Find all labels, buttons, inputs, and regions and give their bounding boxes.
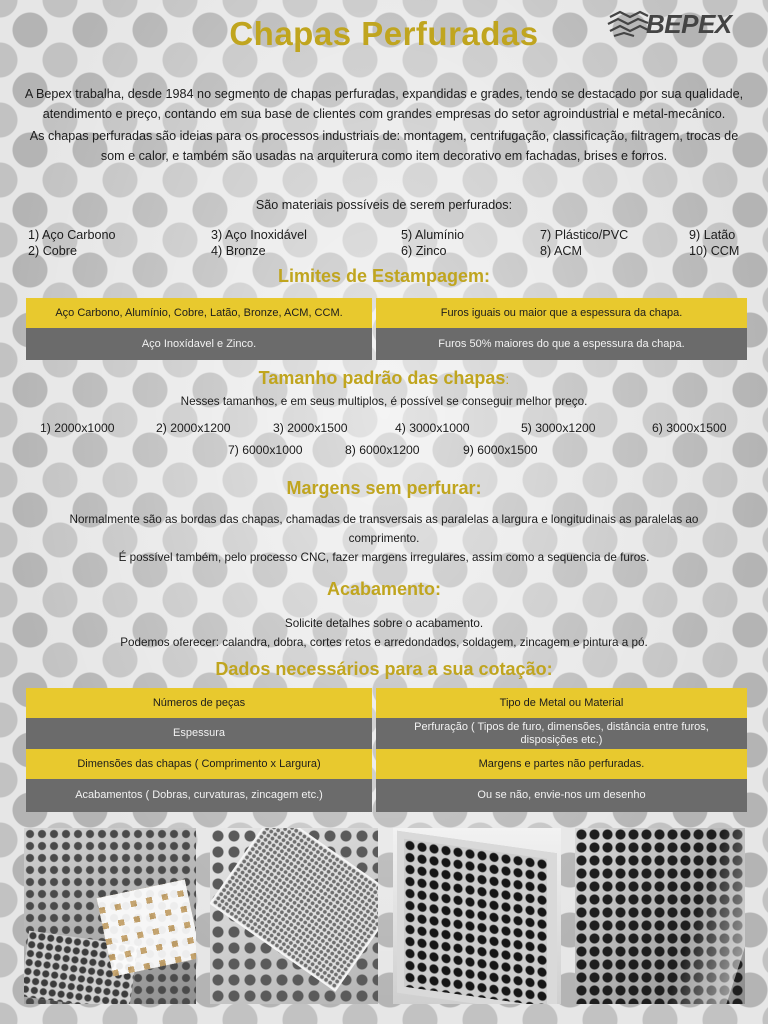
size-item: 5) 3000x1200 (521, 421, 596, 435)
size-item: 7) 6000x1000 (228, 443, 303, 457)
intro-text (20, 84, 748, 166)
material-item: 4) Bronze (211, 244, 266, 258)
margins-heading: Margens sem perfurar: (286, 478, 482, 498)
limits-rule-cell: Furos 50% maiores do que a espessura da chapa. (376, 328, 747, 360)
material-item: 2) Cobre (28, 244, 77, 258)
quote-cell: Espessura (26, 718, 372, 749)
product-photo-perforated-closeup (575, 828, 745, 1004)
size-item: 8) 6000x1200 (345, 443, 420, 457)
photo-sheet-shape (212, 828, 378, 989)
material-item: 9) Latão (689, 228, 736, 242)
sizes-subtitle: Nesses tamanhos, e em seus multiplos, é possível se conseguir melhor preço. (180, 395, 588, 408)
sizes-heading-text: Tamanho padrão das chapas (258, 368, 506, 388)
finish-description: Podemos oferecer: calandra, dobra, cortes retos e arredondados, soldagem, zincagem e pintura a pó. (120, 636, 648, 649)
limits-material-cell: Aço Carbono, Alumínio, Cobre, Latão, Bronze, ACM, CCM. (26, 298, 372, 328)
bepex-logo (606, 6, 754, 42)
quote-cell: Acabamentos ( Dobras, curvaturas, zincagem etc.) (26, 779, 372, 812)
margins-description: É possível também, pelo processo CNC, fazer margens irregulares, assim como a sequencia de furos. (118, 551, 650, 564)
photo-frame-shape (397, 831, 557, 1004)
materials-column (689, 227, 739, 259)
finish-heading: Acabamento: (326, 579, 442, 599)
material-item: 10) CCM (689, 244, 740, 258)
material-item: 5) Alumínio (401, 228, 464, 242)
sizes-heading (0, 368, 768, 389)
product-photo-assorted-plates (24, 828, 196, 1004)
size-item: 3) 2000x1500 (273, 421, 348, 435)
product-photo-stacked-sheets (210, 828, 378, 1004)
materials-column (211, 227, 307, 259)
product-photo-framed-panel (393, 828, 561, 1004)
limits-heading: Limites de Estampagem: (277, 266, 491, 286)
photo-brass-grid-shape (97, 880, 196, 977)
size-item: 6) 3000x1500 (652, 421, 727, 435)
materials-column (28, 227, 116, 259)
materials-heading: São materiais possíveis de serem perfurados: (255, 198, 513, 212)
limits-rule-cell: Furos iguais ou maior que a espessura da chapa. (376, 298, 747, 328)
margins-description: Normalmente são as bordas das chapas, chamadas de transversais as paralelas a largura e longitudinais as paralelas ao comprimento. (69, 513, 699, 545)
intro-paragraph: As chapas perfuradas são ideias para os processos industriais de: montagem, centrifugação, classificação, filtragem, trocas de som e calor, e também são usadas na arquiterura como item decorativo em fachadas, brises e forros. (29, 129, 739, 163)
material-item: 6) Zinco (401, 244, 447, 258)
limits-material-cell: Aço Inoxídavel e Zinco. (26, 328, 372, 360)
quote-cell: Ou se não, envie-nos um desenho (376, 779, 747, 812)
size-item: 2) 2000x1200 (156, 421, 231, 435)
size-item: 4) 3000x1000 (395, 421, 470, 435)
materials-column (540, 227, 628, 259)
size-item: 1) 2000x1000 (40, 421, 115, 435)
photo-light-edge (666, 828, 745, 1004)
finish-description: Solicite detalhes sobre o acabamento. (284, 617, 484, 630)
quote-cell: Números de peças (26, 688, 372, 718)
material-item: 1) Aço Carbono (28, 228, 116, 242)
quote-heading: Dados necessários para a sua cotação: (215, 659, 553, 679)
quote-cell: Margens e partes não perfuradas. (376, 749, 747, 779)
logo-text: BEPEX (646, 8, 732, 39)
material-item: 8) ACM (540, 244, 582, 258)
quote-cell: Perfuração ( Tipos de furo, dimensões, distância entre furos, disposições etc.) (376, 718, 747, 749)
material-item: 7) Plástico/PVC (540, 228, 629, 242)
quote-cell: Dimensões das chapas ( Comprimento x Largura) (26, 749, 372, 779)
sizes-heading-suffix: : (505, 371, 510, 387)
size-item: 9) 6000x1500 (463, 443, 538, 457)
quote-cell: Tipo de Metal ou Material (376, 688, 747, 718)
bepex-mesh-icon (606, 8, 650, 40)
page-title: Chapas Perfuradas (229, 15, 539, 52)
intro-paragraph: A Bepex trabalha, desde 1984 no segmento de chapas perfuradas, expandidas e grades, tendo se destacado por sua qualidade, atendimento e preço, contando em sua base de clientes com grandes empresas do setor agroindustrial e metal-mecânico. (24, 87, 744, 121)
material-item: 3) Aço Inoxidável (211, 228, 307, 242)
materials-column (401, 227, 464, 259)
